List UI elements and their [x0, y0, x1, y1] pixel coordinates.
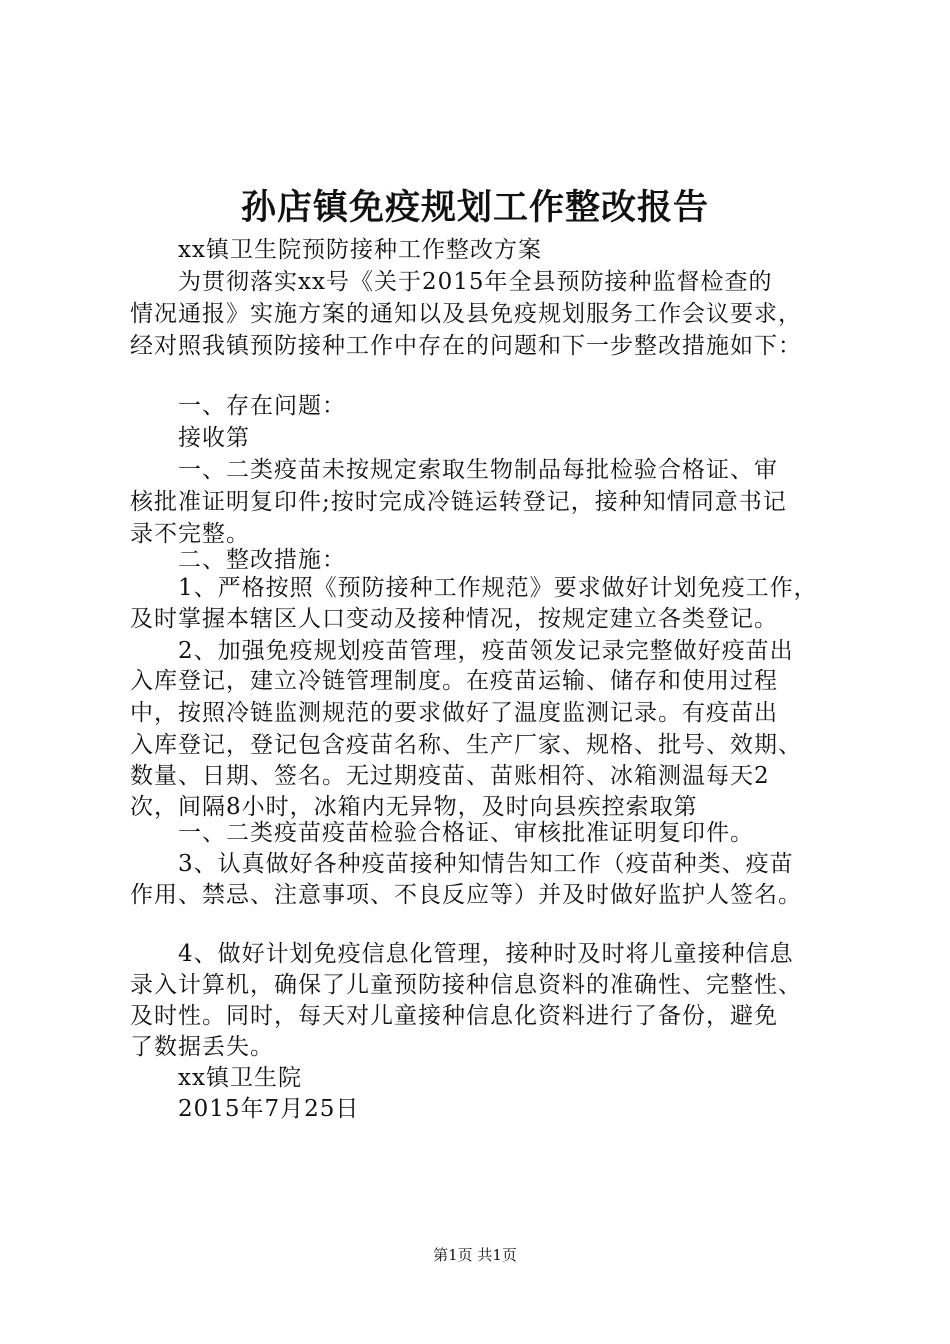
body-line: 录入计算机，确保了儿童预防接种信息资料的准确性、完整性、 [130, 972, 802, 998]
body-line: 经对照我镇预防接种工作中存在的问题和下一步整改措施如下： [130, 333, 802, 359]
signature-date: 2015年7月25日 [178, 1096, 360, 1122]
body-line: 入库登记，建立冷链管理制度。在疫苗运输、储存和使用过程 [130, 668, 778, 694]
body-line: 入库登记，登记包含疫苗名称、生产厂家、规格、批号、效期、 [130, 732, 802, 758]
document-title: 孙店镇免疫规划工作整改报告 [240, 187, 709, 228]
body-line: 作用、禁忌、注意事项、不良反应等）并及时做好监护人签名。 [130, 882, 802, 908]
body-line: 中，按照冷链监测规范的要求做好了温度监测记录。有疫苗出 [130, 700, 778, 726]
body-line: 2、加强免疫规划疫苗管理，疫苗领发记录完整做好疫苗出 [178, 638, 794, 664]
body-line: 了数据丢失。 [130, 1034, 274, 1060]
plan-heading-line: xx镇卫生院预防接种工作整改方案 [178, 237, 542, 263]
body-line: 及时掌握本辖区人口变动及接种情况，按规定建立各类登记。 [130, 606, 778, 632]
body-line: 4、做好计划免疫信息化管理，接种时及时将儿童接种信息 [178, 941, 794, 967]
section-heading-problems: 一、存在问题： [178, 393, 346, 419]
body-line: 接收第 [178, 425, 250, 451]
body-line: 情况通报》实施方案的通知以及县免疫规划服务工作会议要求， [130, 301, 802, 327]
body-line: 及时性。同时，每天对儿童接种信息化资料进行了备份，避免 [130, 1003, 778, 1029]
body-line: 1、严格按照《预防接种工作规范》要求做好计划免疫工作， [178, 575, 818, 601]
page-footer: 第1页 共1页 [433, 1246, 517, 1264]
body-line: 一、二类疫苗未按规定索取生物制品每批检验合格证、审 [178, 457, 778, 483]
body-line: 录不完整。 [130, 521, 250, 547]
body-line: 3、认真做好各种疫苗接种知情告知工作（疫苗种类、疫苗 [178, 851, 794, 877]
body-line: 次，间隔8小时，冰箱内无异物，及时向县疾控索取第 [130, 794, 698, 820]
body-line: 一、二类疫苗疫苗检验合格证、审核批准证明复印件。 [178, 820, 754, 846]
body-line: 数量、日期、签名。无过期疫苗、苗账相符、冰箱测温每天2 [130, 763, 770, 789]
signature-organization: xx镇卫生院 [178, 1065, 302, 1091]
section-heading-measures: 二、整改措施： [178, 547, 346, 573]
body-line: 核批准证明复印件;按时完成冷链运转登记，接种知情同意书记 [130, 489, 787, 515]
body-line: 为贯彻落实xx号《关于2015年全县预防接种监督检查的 [178, 269, 773, 295]
